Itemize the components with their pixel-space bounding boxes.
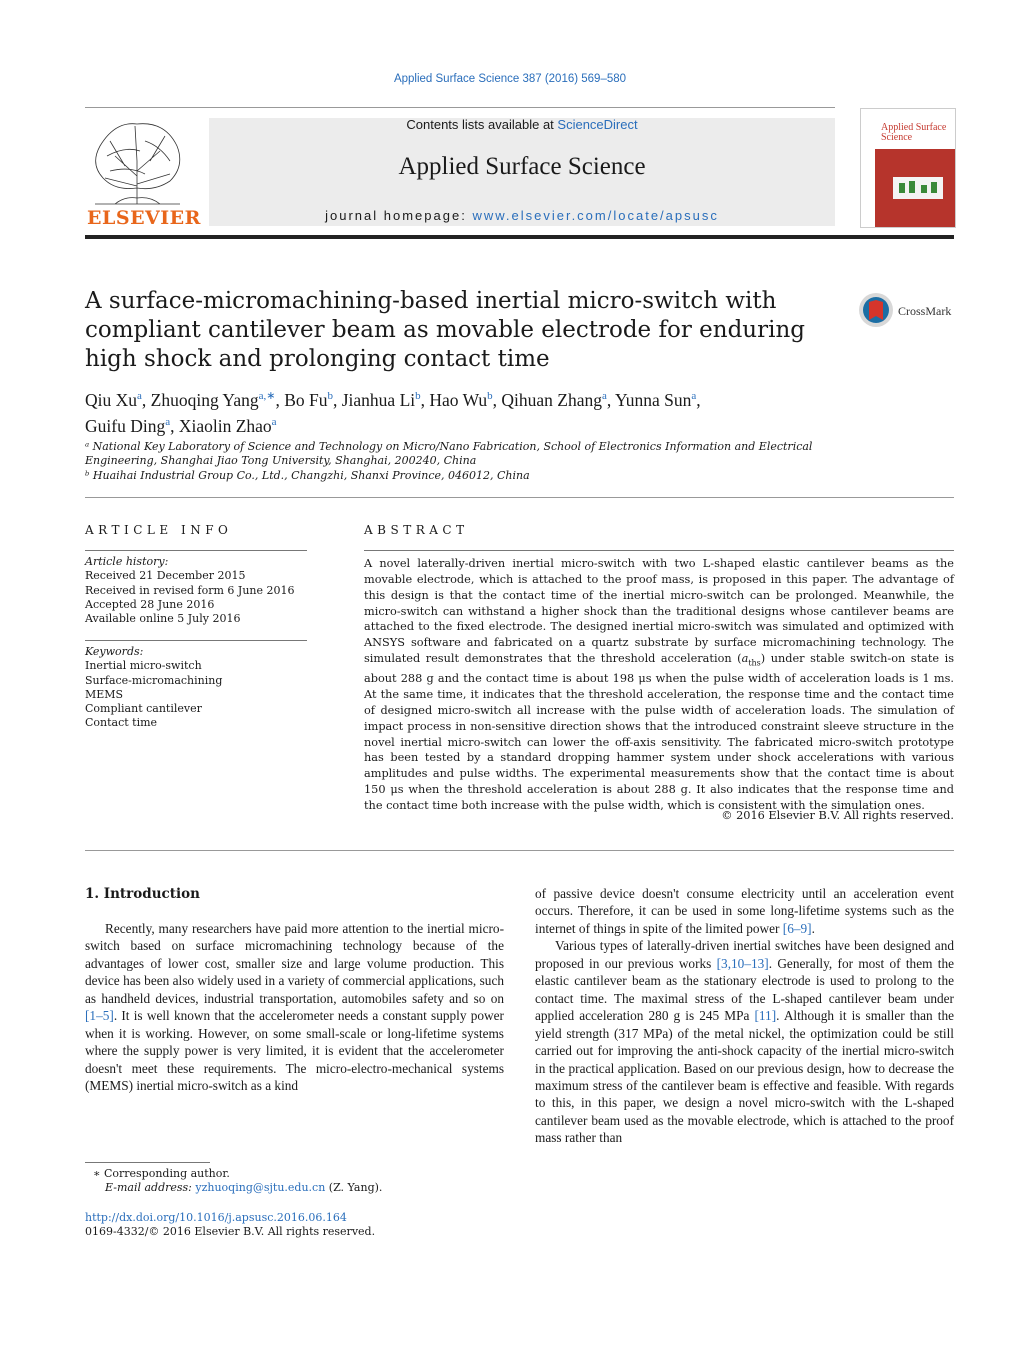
author-affiliation-marker[interactable]: b — [327, 390, 333, 402]
affiliation-b: ᵇ Huaihai Industrial Group Co., Ltd., Changzhi, Shanxi Province, 046012, China — [85, 469, 530, 482]
footnote — [85, 1167, 505, 1195]
keyword: Surface-micromachining — [85, 673, 223, 687]
author[interactable]: Hao Wu — [429, 389, 488, 410]
text-run: . Although it is smaller than the yield strength (317 MPa) of the metal nickel, the optimization could be still carried out for improving the anti-shock capacity of the inertial micro-switch in the practical application. Based on our previous design, how to decrease the maximum stress of the cantilever beam is effective and feasible. With regards to this, in this paper, we design a novel micro-switch with the L-shaped cantilever beam used as the movable electrode, which is attached to the proof mass rather than — [535, 1008, 954, 1146]
crossmark-label: CrossMark — [898, 304, 952, 318]
history-item: Received in revised form 6 June 2016 — [85, 583, 295, 597]
history-label: Article history: — [85, 555, 169, 568]
article-history — [85, 555, 307, 626]
author[interactable]: Qiu Xu — [85, 389, 138, 410]
cover-artwork — [875, 149, 955, 227]
keywords — [85, 645, 307, 731]
article-info-heading: ARTICLE INFO — [85, 523, 233, 537]
author-affiliation-marker[interactable]: a — [165, 415, 171, 428]
author-affiliation-marker[interactable]: a — [691, 390, 697, 402]
issn-line: 0169-4332/© 2016 Elsevier B.V. All rights reserved. — [85, 1225, 376, 1238]
article-info-rule — [85, 550, 307, 551]
email-link[interactable]: yzhuoqing@sjtu.edu.cn — [195, 1181, 326, 1194]
text-run: . — [811, 920, 815, 936]
cover-graphic-icon — [875, 149, 955, 227]
author[interactable]: Bo Fu — [284, 389, 328, 410]
author-affiliation-marker[interactable]: a,∗ — [258, 390, 276, 402]
email-label: E-mail address: — [105, 1181, 196, 1194]
keywords-rule — [85, 640, 307, 641]
contents-line — [209, 117, 835, 132]
author[interactable]: Xiaolin Zhao — [178, 415, 272, 436]
header-thick-divider — [85, 235, 954, 239]
footnote-rule — [85, 1162, 210, 1163]
author[interactable]: Qihuan Zhang — [501, 389, 603, 410]
author[interactable]: Yunna Sun — [615, 389, 692, 410]
keyword: Inertial micro-switch — [85, 659, 202, 673]
abstract-part: A novel laterally-driven inertial micro-switch with two L-shaped elastic cantilever beams as the movable electrode, which is attached to the proof mass, is proposed in this paper. The advantage of this design is that the contact time of the inertial micro-switch can be prolonged. Meanwhile, the micro-switch can withstand a higher shock than the traditional designs whose cantilever beams are attached to the fixed electrode. The designed inertial micro-switch was simulated and optimized with ANSYS software and fabricated on a quartz substrate by surface micromachining technology. The simulated result demonstrates that the threshold acceleration ( — [364, 557, 954, 666]
contents-prefix: Contents lists available at — [406, 117, 558, 132]
crossmark-badge[interactable] — [858, 290, 956, 330]
text-run: Recently, many researchers have paid more attention to the inertial micro-switch based on surface micromachining technology because of the advantages of lower cost, smaller size and large volume production. This device has been also widely used in a variety of commercial applications, such as handheld devices, industrial transportation, automobiles safety and so on — [85, 921, 504, 1006]
history-item: Accepted 28 June 2016 — [85, 597, 215, 611]
author-list: Qiu Xu$^a$, Zhuoqing Yang$^{a,∗}$, Bo Fu$^b$, Jianhua Li$^b$, Hao Wu$^b$, Qihuan Zhang$^a$, Yunna Sun$^a$, Guifu Ding$^a$, Xiaolin Zhao$^a$ — [85, 389, 701, 436]
text-run: . It is well known that the accelerometer needs a constant supply power when it is working. However, on some small-scale or long-lifetime systems where the supply power is very limited, it is evident that the accelerometer doesn't meet these requirements. The micro-electro-mechanical systems (MEMS) inertial micro-switch as a kind — [85, 1008, 504, 1094]
cover-title: Applied Surface Science — [881, 122, 947, 143]
author-affiliation-marker[interactable]: b — [487, 390, 493, 402]
body-column-right — [535, 885, 954, 1147]
text-run: Various types of laterally-driven inertial switches have been designed and proposed in our previous works — [535, 938, 954, 971]
author-affiliation-marker[interactable]: a — [271, 415, 277, 428]
paragraph — [85, 920, 504, 1095]
author-affiliation-marker[interactable]: b — [415, 390, 421, 402]
journal-name: Applied Surface Science — [398, 153, 646, 180]
reference-link[interactable]: [11] — [754, 1008, 777, 1024]
author-affiliation-marker[interactable]: a — [602, 390, 607, 402]
journal-homepage — [209, 208, 835, 223]
article-title: A surface-micromachining-based inertial micro-switch with compliant cantilever beam as movable electrode for enduring high shock and prolonging contact time — [85, 288, 805, 372]
body-column-left — [85, 920, 504, 1095]
keyword: Compliant cantilever — [85, 702, 202, 716]
doi-link[interactable]: http://dx.doi.org/10.1016/j.apsusc.2016.06.164 — [85, 1211, 347, 1224]
email-line — [85, 1181, 505, 1195]
author-affiliation-marker[interactable]: a — [137, 390, 142, 402]
section-divider — [85, 497, 954, 498]
journal-citation-link[interactable]: Applied Surface Science 387 (2016) 569–580 — [393, 73, 627, 85]
abstract-text — [364, 556, 954, 814]
history-item: Available online 5 July 2016 — [85, 612, 241, 626]
journal-cover-thumbnail[interactable] — [860, 108, 956, 228]
paragraph — [535, 937, 954, 1146]
author[interactable]: Zhuoqing Yang — [150, 389, 259, 410]
section-divider — [85, 850, 954, 851]
author[interactable]: Jianhua Li — [341, 389, 416, 410]
history-item: Received 21 December 2015 — [85, 569, 246, 583]
doi-block — [85, 1211, 505, 1239]
threshold-symbol: a — [741, 652, 749, 666]
abstract-part: ) under stable switch-on state is about 288 g and the contact time is about 198 μs when the pulse width of acceleration loads is 1 ms. At the same time, it indicates that the threshold acceleration, the response time and the contact time of designed micro-switch all increase with the pulse width of acceleration loads. The simulation of impact process in non-sensitive direction shows that the introduced constraint sleeve structure in the novel inertial micro-switch can lower the off-axis sensitivity. The fabricated micro-switch prototype has been tested by a standard dropping hammer system under shock accelerations with various amplitudes and pulse widths. The experimental measurements show that the contact time is about 150 μs when the threshold acceleration is about 288 g. It also indicates that the response time and the contact time both increase with the pulse width, which is consistent with the simulation ones. — [364, 652, 954, 812]
abstract-heading: ABSTRACT — [364, 523, 469, 537]
keywords-label: Keywords: — [85, 645, 144, 658]
keyword: Contact time — [85, 716, 158, 730]
copyright: © 2016 Elsevier B.V. All rights reserved. — [721, 809, 954, 822]
reference-link[interactable]: [3,10–13] — [716, 955, 769, 971]
text-run: . Generally, for most of them the elastic cantilever beam as the stationary electrode is used to prolong to the contact time. The maximal stress of the L-shaped cantilever beam under applied acceleration 280 g is 245 MPa — [535, 955, 954, 1024]
threshold-subscript: ths — [748, 658, 761, 668]
reference-link[interactable]: [1–5] — [85, 1008, 114, 1024]
elsevier-wordmark: ELSEVIER — [87, 207, 201, 229]
text-run: of passive device doesn't consume electricity until an acceleration event occurs. Therefore, it can be used in some long-lifetime systems such as the internet of things in spite of the limited power — [535, 886, 954, 936]
affiliation-a: ᵃ National Key Laboratory of Science and Technology on Micro/Nano Fabrication, School of Electronics Information and Electrical Engineering, Shanghai Jiao Tong University, Shanghai, 200240, China — [85, 440, 813, 467]
sciencedirect-link[interactable]: ScienceDirect — [557, 117, 638, 132]
paragraph — [535, 885, 954, 937]
header-divider — [85, 107, 835, 108]
homepage-link[interactable]: www.elsevier.com/locate/apsusc — [472, 208, 719, 223]
introduction-heading: 1. Introduction — [85, 886, 200, 902]
reference-link[interactable]: [6–9] — [782, 920, 812, 936]
corresponding-author-note: ∗ Corresponding author. — [93, 1167, 230, 1180]
email-suffix: (Z. Yang). — [325, 1181, 383, 1194]
homepage-prefix: journal homepage: — [325, 208, 473, 223]
author[interactable]: Guifu Ding — [85, 415, 166, 436]
keyword: MEMS — [85, 687, 124, 701]
abstract-rule — [364, 550, 954, 551]
